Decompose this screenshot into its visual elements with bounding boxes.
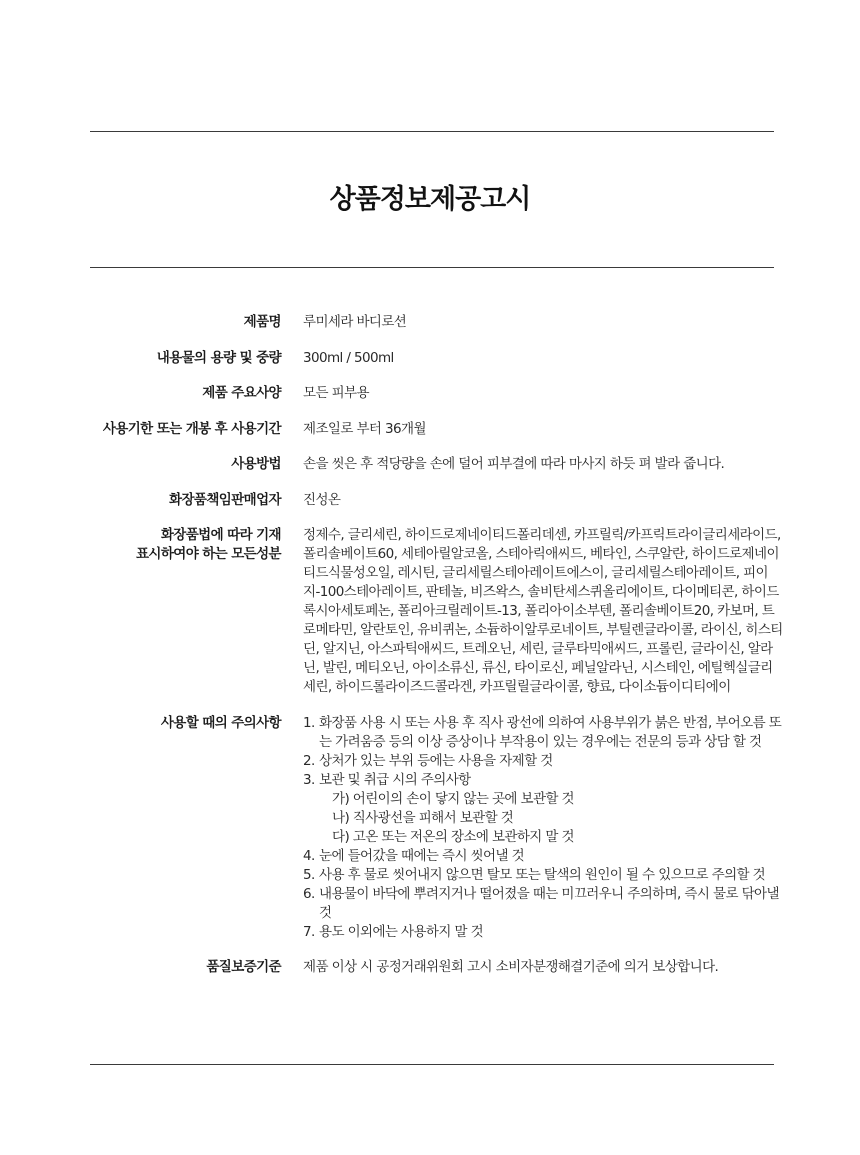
caution-item — [303, 771, 783, 847]
product-name-value: 루미세라 바디로션 — [303, 314, 407, 330]
caution-item-number: 6. — [303, 885, 315, 902]
row-ingredients — [0, 526, 860, 697]
seller-label: 화장품책임판매업자 — [169, 491, 281, 508]
warranty-label: 품질보증기준 — [206, 959, 281, 975]
spec-value: 모든 피부용 — [303, 385, 369, 401]
bottom-divider — [90, 1064, 774, 1065]
caution-item-text: 눈에 들어갔을 때에는 즉시 씻어낼 것 — [319, 847, 525, 864]
caution-value — [303, 714, 783, 942]
caution-item — [303, 885, 783, 923]
page-title: 상품정보제공고시 — [329, 184, 531, 215]
caution-item-text: 내용물이 바닥에 뿌려지거나 떨어졌을 때는 미끄러우니 주의하며, 즉시 물로 닦아낼 것 — [319, 885, 779, 921]
usage-value: 손을 씻은 후 적당량을 손에 덜어 피부결에 따라 마사지 하듯 펴 발라 줍니다. — [303, 456, 725, 472]
caution-item-number: 2. — [303, 752, 315, 769]
product-info-table — [0, 313, 860, 994]
caution-item-text: 화장품 사용 시 또는 사용 후 직사 광선에 의하여 사용부위가 붉은 반점, 부어오름 또는 가려움증 등의 이상 증상이나 부작용이 있는 경우에는 전문의 등과 상담 할 것 — [319, 714, 782, 750]
usage-label: 사용방법 — [231, 456, 281, 472]
spec-label: 제품 주요사양 — [202, 385, 281, 401]
volume-value: 300ml / 500ml — [303, 349, 394, 366]
caution-label: 사용할 때의 주의사항 — [160, 714, 281, 731]
expiry-label: 사용기한 또는 개봉 후 사용기간 — [102, 420, 281, 437]
caution-item — [303, 866, 783, 885]
top-divider — [90, 131, 774, 132]
row-seller — [0, 491, 860, 510]
row-usage — [0, 455, 860, 474]
row-volume — [0, 349, 860, 368]
storage-sub-item: 다) 고온 또는 저온의 장소에 보관하지 말 것 — [332, 828, 575, 845]
expiry-value: 제조일로 부터 36개월 — [303, 420, 426, 437]
ingredients-value: 정제수, 글리세린, 하이드로제네이티드폴리데센, 카프릴릭/카프릭트라이글리세라이드, 폴리솔베이트60, 세테아릴알코올, 스테아릭애씨드, 베타인, 스쿠알란, 하이드로제네이티드식물성오일, 레시틴, 글리세릴스테아레이트에스이, 글리세릴스테아레이트, 피이지-100스테아레이트, 판테놀, 비즈왁스, 솔비탄세스퀴올리에이트, 다이메티콘, 하이드록시아세토페논, 폴리아크릴레이트-13, 폴리아이소부텐, 폴리솔베이트20, 카보머, 트로메타민, 알란토인, 유비퀴논, 소듐하이알루로네이트, 부틸렌글라이콜, 라이신, 히스티딘, 알지닌, 아스파틱애씨드, 트레오닌, 세린, 글루타믹애씨드, 프롤린, 글라이신, 알라닌, 발린, 메티오닌, 아이소류신, 류신, 타이로신, 페닐알라닌, 시스테인, 에틸헥실글리세린, 하이드롤라이즈드콜라겐, 카프릴릴글라이콜, 향료, 다이소듐이디티에이 — [303, 527, 783, 695]
row-caution — [0, 714, 860, 942]
caution-item-text: 상처가 있는 부위 등에는 사용을 자제할 것 — [319, 752, 553, 769]
ingredients-label-line1: 화장품법에 따라 기재 — [160, 527, 281, 543]
caution-item-heading: 보관 및 취급 시의 주의사항 — [319, 771, 471, 788]
caution-item-number: 1. — [303, 714, 315, 731]
row-warranty — [0, 958, 860, 977]
storage-sub-item: 나) 직사광선을 피해서 보관할 것 — [332, 809, 514, 826]
title-divider — [90, 267, 774, 268]
caution-item — [303, 714, 783, 752]
caution-item — [303, 923, 783, 942]
caution-item-text — [319, 771, 783, 847]
caution-item — [303, 847, 783, 866]
ingredients-label — [0, 526, 281, 564]
row-expiry — [0, 420, 860, 439]
row-spec — [0, 384, 860, 403]
caution-item-text: 용도 이외에는 사용하지 말 것 — [319, 923, 484, 940]
caution-item-number: 3. — [303, 771, 315, 788]
caution-list — [303, 714, 783, 942]
product-name-label: 제품명 — [243, 314, 281, 330]
storage-sub-item: 가) 어린이의 손이 닿지 않는 곳에 보관할 것 — [332, 790, 575, 807]
storage-sub-list — [319, 790, 783, 847]
caution-item-text: 사용 후 물로 씻어내지 않으면 탈모 또는 탈색의 원인이 될 수 있으므로 주의할 것 — [319, 866, 766, 883]
row-product-name — [0, 313, 860, 332]
caution-item-number: 4. — [303, 847, 315, 864]
caution-item-number: 7. — [303, 923, 315, 940]
ingredients-label-line2: 표시하여야 하는 모든성분 — [135, 546, 281, 562]
warranty-value: 제품 이상 시 공정거래위원회 고시 소비자분쟁해결기준에 의거 보상합니다. — [303, 959, 719, 975]
volume-label: 내용물의 용량 및 중량 — [156, 349, 281, 366]
caution-item-number: 5. — [303, 866, 315, 883]
caution-item — [303, 752, 783, 771]
seller-value: 진성온 — [303, 491, 341, 508]
